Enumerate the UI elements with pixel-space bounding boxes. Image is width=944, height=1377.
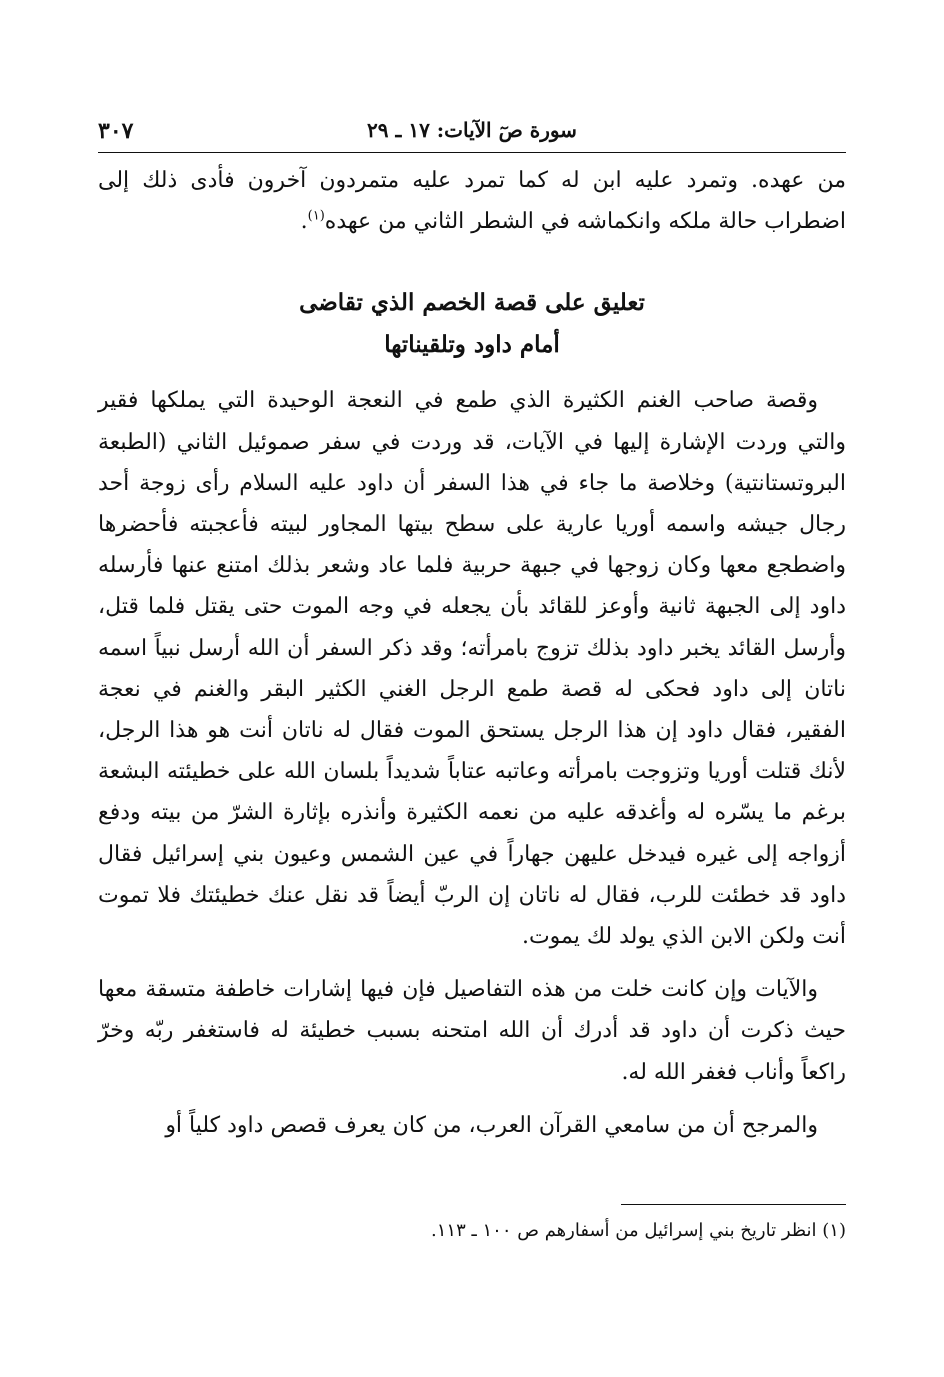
main-text <box>98 160 846 1146</box>
opening-paragraph-end: . <box>300 209 308 235</box>
section-heading-line-1: تعليق على قصة الخصم الذي تقاضى <box>299 289 645 317</box>
paragraph-2: والآيات وإن كانت خلت من هذه التفاصيل فإن فيها إشارات خاطفة متسقة معها حيث ذكرت أن داود قد أدرك أن الله امتحنه بسبب خطيئة له فاستغفر ربّه وخرّ راكعاً وأناب فغفر الله له. <box>98 977 846 1085</box>
paragraph-3: والمرجح أن من سامعي القرآن العرب، من كان يعرف قصص داود كلياً أو <box>165 1112 818 1138</box>
footnote-reference[interactable]: (١) <box>307 208 325 224</box>
paragraph-gap <box>98 1093 846 1105</box>
footnote-divider <box>621 1204 846 1205</box>
section-heading-line-2: أمام داود وتلقيناتها <box>384 331 560 359</box>
section-heading <box>98 282 846 366</box>
opening-paragraph-text: من عهده. وتمرد عليه ابن له كما تمرد عليه متمردون آخرون فأدى ذلك إلى اضطراب حالة ملكه وانكماشه في الشطر الثاني من عهده <box>98 168 846 235</box>
header-divider <box>98 152 846 153</box>
page-number: ٣٠٧ <box>98 118 134 144</box>
paragraph-gap <box>98 957 846 969</box>
running-title: سورة صٓ الآيات: ١٧ ـ ٢٩ <box>367 118 577 142</box>
footnote: (١) انظر تاريخ بني إسرائيل من أسفارهم ص ١٠٠ ـ ١١٣. <box>431 1220 846 1241</box>
opening-paragraph <box>98 160 846 242</box>
paragraph-1: وقصة صاحب الغنم الكثيرة الذي طمع في النعجة الوحيدة التي يملكها فقير والتي وردت الإشارة إليها في الآيات، قد وردت في سفر صموئيل الثاني (الطبعة البروتستانتية) وخلاصة ما جاء في هذا السفر أن داود عليه السلام رأى زوجة أحد رجال جيشه واسمه أوريا عارية على سطح بيتها المجاور لبيته فأعجبته فأحضرها واضطجع معها وكان زوجها في جبهة حربية فلما عاد وشعر بذلك امتنع عنها فأرسله داود إلى الجبهة ثانية وأوعز للقائد بأن يجعله في وجه الموت حتى يقتل فلما قتل، وأرسل القائد يخبر داود بذلك تزوج بامرأته؛ وقد ذكر السفر أن الله أرسل نبياً اسمه ناتان إلى داود فحكى له قصة طمع الرجل الغني الكثير البقر والغنم في نعجة الفقير، فقال داود إن هذا الرجل يستحق الموت فقال له ناتان أنت هو هذا الرجل، لأنك قتلت أوريا وتزوجت بامرأته وعاتبه عتاباً شديداً بلسان الله على خطيئته البشعة برغم ما يسّره له وأغدقه عليه من نعمه الكثيرة وأنذره بإثارة الشرّ من بيته ودفع أزواجه إلى غيره فيدخل عليهن جهاراً في عين الشمس وعيون بني إسرائيل فقال داود قد خطئت للرب، فقال له ناتان إن الربّ أيضاً قد نقل عنك خطيئتك فلا تموت أنت ولكن الابن الذي يولد لك يموت. <box>98 388 846 950</box>
page-header <box>98 112 846 152</box>
